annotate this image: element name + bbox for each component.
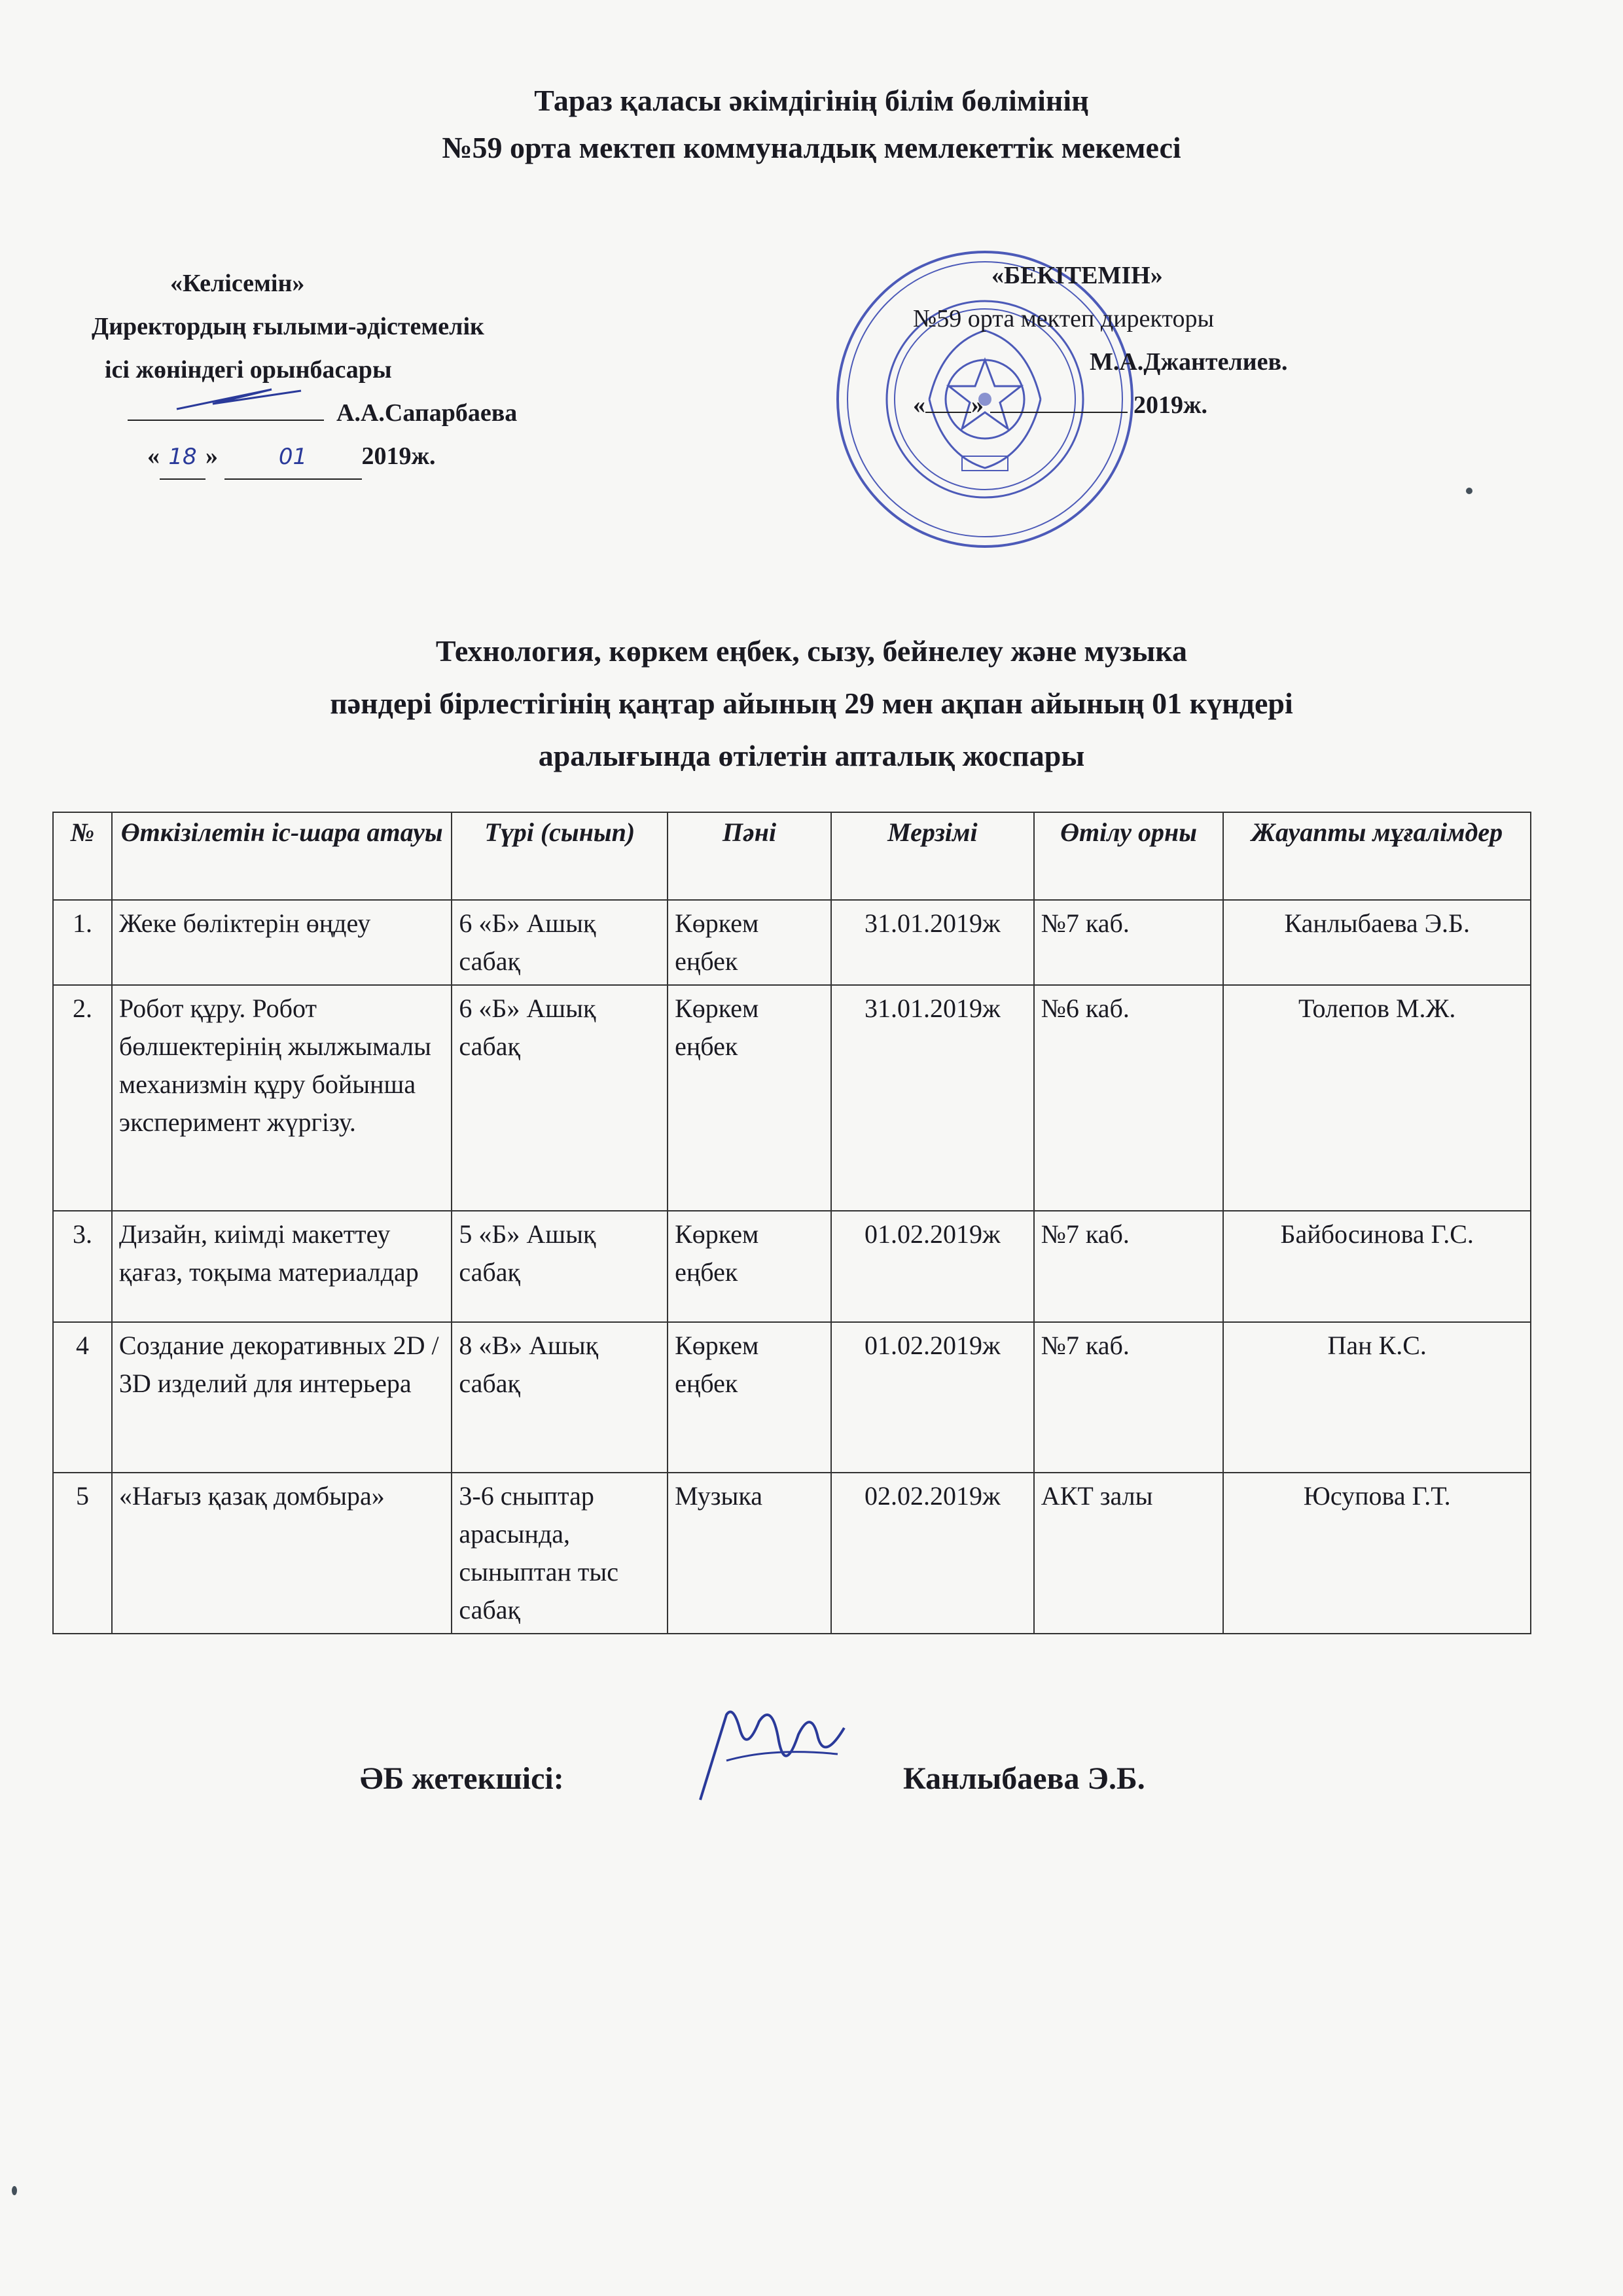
header-teacher: Жауапты мұғалімдер <box>1223 812 1531 900</box>
row-date: 01.02.2019ж <box>831 1322 1034 1473</box>
agreed-title: «Келісемін» <box>170 270 305 297</box>
header-line-2: №59 орта мектеп коммуналдық мемлекеттік мекемесі <box>442 131 1181 164</box>
row-type: 3-6 сныптар арасында, сыныптан тыс сабақ <box>452 1473 668 1634</box>
table-row <box>53 900 1531 985</box>
row-date: 31.01.2019ж <box>831 985 1034 1211</box>
agreed-date-day: 18 <box>160 435 205 480</box>
agreed-date-year: 2019ж. <box>361 442 436 470</box>
row-type: 8 «В» Ашық сабақ <box>452 1322 668 1473</box>
row-teacher: Пан К.С. <box>1223 1322 1531 1473</box>
approved-title: «БЕКІТЕМІН» <box>991 262 1163 289</box>
header-place: Өтілу орны <box>1034 812 1224 900</box>
approved-date-year: 2019ж. <box>1133 391 1208 419</box>
approved-date-day <box>925 412 971 413</box>
row-subject: Көркем еңбек <box>668 900 831 985</box>
scan-speck <box>12 2186 17 2195</box>
row-teacher: Канлыбаева Э.Б. <box>1223 900 1531 985</box>
header-date: Мерзімі <box>831 812 1034 900</box>
agreed-line-2: Директордың ғылыми-әдістемелік <box>92 313 484 340</box>
plan-title-line-2: пәндері бірлестігінің қаңтар айының 29 мен ақпан айының 01 күндері <box>330 687 1293 720</box>
approved-date-close-quote: » <box>971 391 984 419</box>
agreed-signature-scribble <box>173 384 304 417</box>
row-place: №7 каб. <box>1034 900 1224 985</box>
row-type: 6 «Б» Ашық сабақ <box>452 900 668 985</box>
plan-title-line-1: Технология, көркем еңбек, сызу, бейнелеу және музыка <box>435 634 1188 668</box>
weekly-plan-table <box>52 812 1531 1634</box>
footer-signature <box>687 1702 857 1806</box>
row-number: 1. <box>53 900 112 985</box>
approved-name: М.А.Джантелиев. <box>1090 348 1288 376</box>
agreed-line-3: ісі жөніндегі орынбасары <box>105 356 392 384</box>
table-row <box>53 1473 1531 1634</box>
row-date: 01.02.2019ж <box>831 1211 1034 1322</box>
row-number: 3. <box>53 1211 112 1322</box>
header-line-1: Тараз қаласы әкімдігінің білім бөлімінің <box>534 84 1089 117</box>
row-date: 02.02.2019ж <box>831 1473 1034 1634</box>
row-place: №7 каб. <box>1034 1211 1224 1322</box>
row-type: 5 «Б» Ашық сабақ <box>452 1211 668 1322</box>
footer-role: ӘБ жетекшісі: <box>360 1761 564 1796</box>
table-header-row <box>53 812 1531 900</box>
row-event: Робот құру. Робот бөлшектерінің жылжымалы механизмін құру бойынша эксперимент жүргізу. <box>112 985 452 1211</box>
header-subject: Пәні <box>668 812 831 900</box>
row-number: 4 <box>53 1322 112 1473</box>
header-event: Өткізілетін іс-шара атауы <box>112 812 452 900</box>
agreed-date-row <box>92 435 681 480</box>
row-subject: Музыка <box>668 1473 831 1634</box>
approved-block <box>913 254 1502 427</box>
row-number: 5 <box>53 1473 112 1634</box>
row-event: Жеке бөліктерін өңдеу <box>112 900 452 985</box>
plan-title-line-3: аралығында өтілетін апталық жоспары <box>538 739 1085 772</box>
plan-title <box>0 625 1623 782</box>
agreed-date-month: 01 <box>224 435 362 480</box>
row-date: 31.01.2019ж <box>831 900 1034 985</box>
approved-date-row <box>913 384 1502 427</box>
table-row <box>53 985 1531 1211</box>
agreed-signature-row <box>92 391 681 435</box>
table-row <box>53 1211 1531 1322</box>
row-subject: Көркем еңбек <box>668 985 831 1211</box>
row-type: 6 «Б» Ашық сабақ <box>452 985 668 1211</box>
row-subject: Көркем еңбек <box>668 1322 831 1473</box>
agreed-date-open-quote: « <box>147 442 160 470</box>
table-row <box>53 1322 1531 1473</box>
row-teacher: Байбосинова Г.С. <box>1223 1211 1531 1322</box>
row-event: Создание декоративных 2D / 3D изделий для интерьера <box>112 1322 452 1473</box>
footer-name: Канлыбаева Э.Б. <box>903 1761 1145 1796</box>
row-place: №7 каб. <box>1034 1322 1224 1473</box>
approved-line-2: №59 орта мектеп директоры <box>913 305 1215 332</box>
row-place: №6 каб. <box>1034 985 1224 1211</box>
row-number: 2. <box>53 985 112 1211</box>
header-type: Түрі (сынып) <box>452 812 668 900</box>
row-teacher: Толепов М.Ж. <box>1223 985 1531 1211</box>
row-event: Дизайн, киімді макеттеу қағаз, тоқыма материалдар <box>112 1211 452 1322</box>
agreed-signature-line <box>128 403 324 421</box>
header-number: № <box>53 812 112 900</box>
approved-date-month <box>990 412 1128 413</box>
agreed-date-close-quote: » <box>205 442 218 470</box>
agreed-name: А.А.Сапарбаева <box>336 399 518 427</box>
row-place: АКТ залы <box>1034 1473 1224 1634</box>
agreed-block <box>92 262 681 480</box>
row-teacher: Юсупова Г.Т. <box>1223 1473 1531 1634</box>
document-header <box>0 77 1623 171</box>
scan-speck <box>1466 488 1472 494</box>
row-subject: Көркем еңбек <box>668 1211 831 1322</box>
approved-date-open-quote: « <box>913 391 925 419</box>
row-event: «Нағыз қазақ домбыра» <box>112 1473 452 1634</box>
